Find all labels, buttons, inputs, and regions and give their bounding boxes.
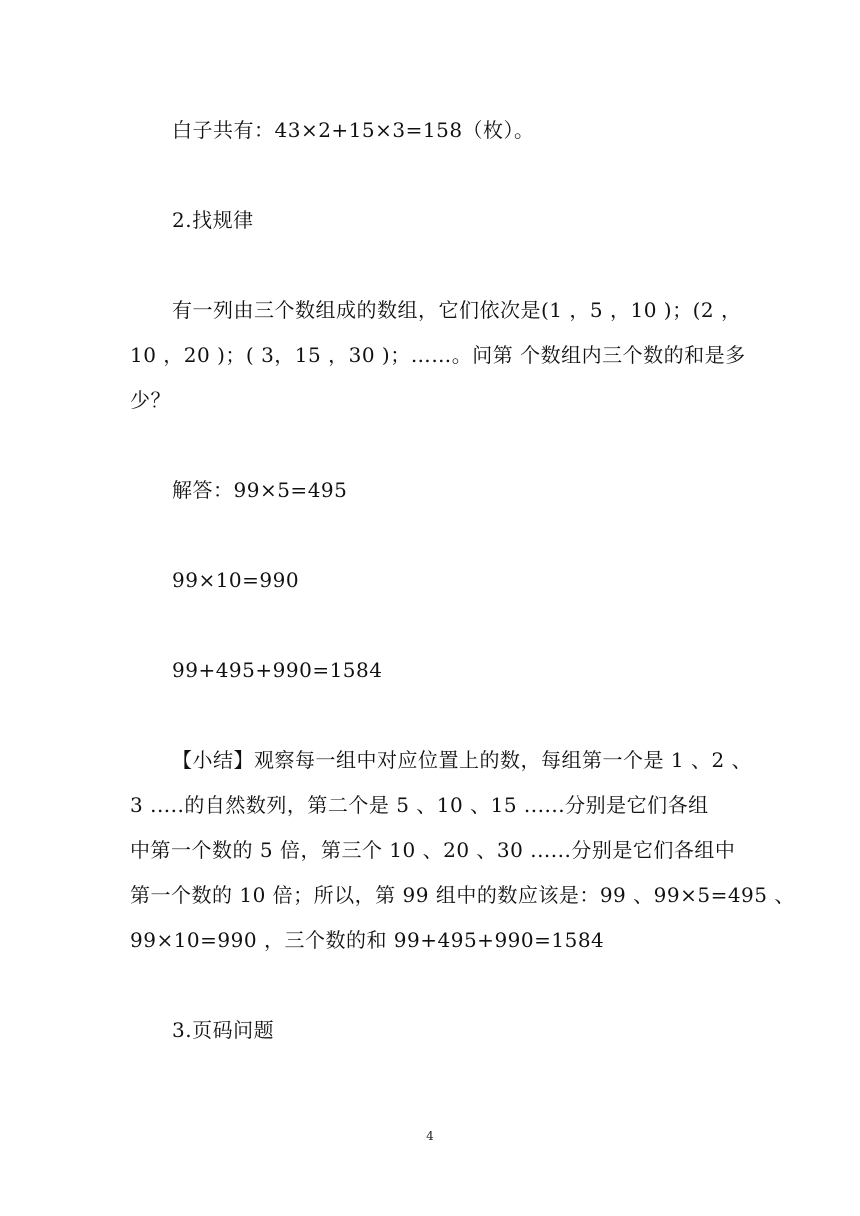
summary-line-3: 中第一个数的 5 倍，第三个 10 、20 、30 ......分别是它们各组中: [130, 838, 736, 862]
answer-line-1: 解答：99×5=495: [172, 478, 348, 502]
summary-line-2: 3 .....的自然数列，第二个是 5 、10 、15 ......分别是它们各组: [130, 793, 709, 817]
answer-line-2: 99×10=990: [172, 568, 300, 592]
answer-line-3: 99+495+990=1584: [172, 658, 383, 682]
problem-text-line-2: 10 ，20 )；( 3，15 ，30 )；……。问第 个数组内三个数的和是多: [130, 343, 746, 367]
page-number: 4: [426, 1129, 434, 1143]
problem-text-line-3: 少？: [130, 388, 171, 412]
summary-line-1: 【小结】观察每一组中对应位置上的数，每组第一个是 1 、2 、: [172, 748, 753, 772]
section-heading-find-pattern: 2.找规律: [172, 208, 254, 232]
white-pieces-total-line: 白子共有：43×2+15×3=158（枚）。: [172, 118, 535, 142]
summary-line-4: 第一个数的 10 倍；所以，第 99 组中的数应该是：99 、99×5=495 、: [130, 883, 795, 907]
section-heading-page-number-problem: 3.页码问题: [172, 1018, 275, 1042]
summary-line-5: 99×10=990 ，三个数的和 99+495+990=1584: [130, 928, 605, 952]
problem-text-line-1: 有一列由三个数组成的数组，它们依次是(1 ，5 ，10 )；(2 ，: [172, 298, 742, 322]
